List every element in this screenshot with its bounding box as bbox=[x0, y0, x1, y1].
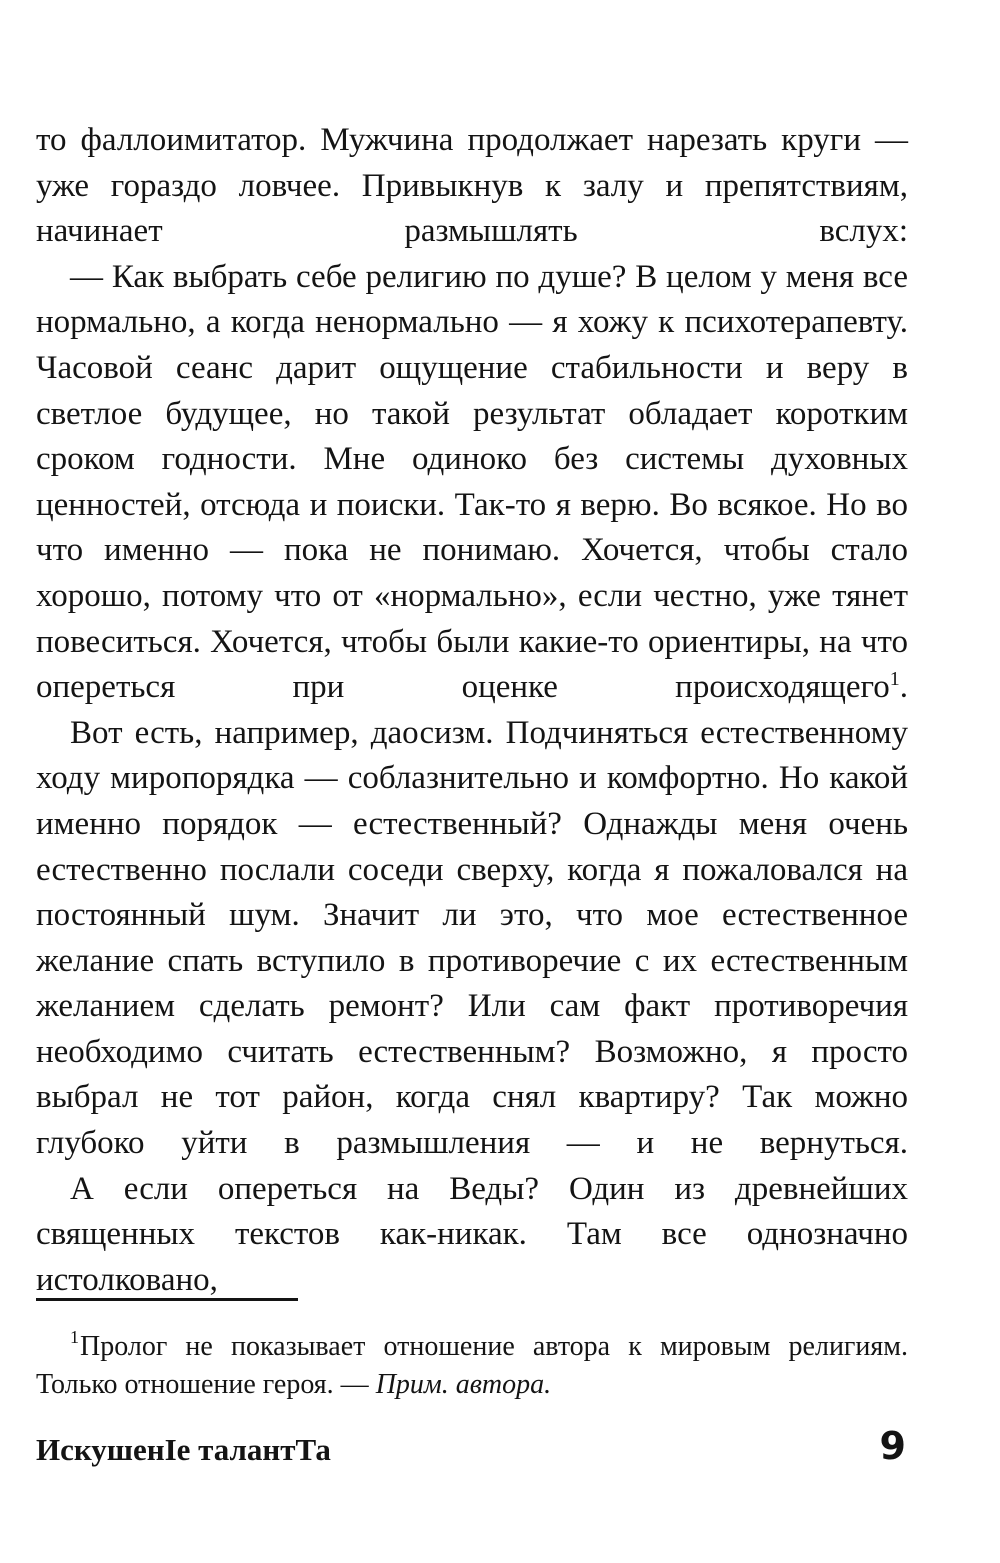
footnote-number: 1 bbox=[70, 1327, 79, 1347]
paragraph-2-text: — Как выбрать себе религию по душе? В целом у меня все нормально, а когда ненормально — я хожу к психотерапевту. Часовой сеанс дарит ощущение стабильности и веру в светлое будущее, но такой результат обладает коротким сроком годности. Мне одиноко без системы духовных ценностей, отсюда и поиски. Так-то я верю. Во всякое. Но во что именно — пока не понимаю. Хочется, чтобы стало хорошо, потому что от «нормально», если честно, уже тянет повеситься. Хочется, чтобы были какие-то ориентиры, на что опереться при оценке происходящего bbox=[36, 258, 908, 706]
paragraph-2 bbox=[36, 255, 908, 711]
paragraph-3: Вот есть, например, даосизм. Подчиняться естественному ходу миропорядка — соблазнительно и комфортно. Но какой именно порядок — естественный? Однажды меня очень естественно послали соседи сверху, когда я пожаловался на постоянный шум. Значит ли это, что мое естественное желание спать вступило в противоречие с их естественным желанием сделать ремонт? Или сам факт противоречия необходимо считать естественным? Возможно, я просто выбрал не тот район, когда снял квартиру? Так можно глубоко уйти в размышления — и не вернуться. bbox=[36, 714, 908, 1162]
footnote-marker[interactable]: 1 bbox=[889, 668, 900, 691]
body-text bbox=[36, 118, 908, 1303]
running-title: ИскушенIе талантТа bbox=[36, 1432, 331, 1467]
footnote bbox=[36, 1318, 908, 1404]
page-number: 9 bbox=[879, 1424, 906, 1468]
footnote-attribution: Прим. автора. bbox=[375, 1369, 552, 1400]
footnote-text: Пролог не показывает отношение автора к мировым религиям. Только отношение героя. — bbox=[36, 1331, 908, 1400]
paragraph-4: А если опереться на Веды? Один из древнейших священных текстов как-никак. Там все однозначно истолковано, bbox=[36, 1170, 908, 1298]
paragraph-2-end: . bbox=[899, 669, 908, 706]
paragraph-1: то фаллоимитатор. Мужчина продолжает нарезать круги — уже гораздо ловчее. Привыкнув к залу и препятствиям, начинает размышлять вслух: bbox=[36, 122, 908, 250]
footnote-divider bbox=[36, 1298, 298, 1301]
